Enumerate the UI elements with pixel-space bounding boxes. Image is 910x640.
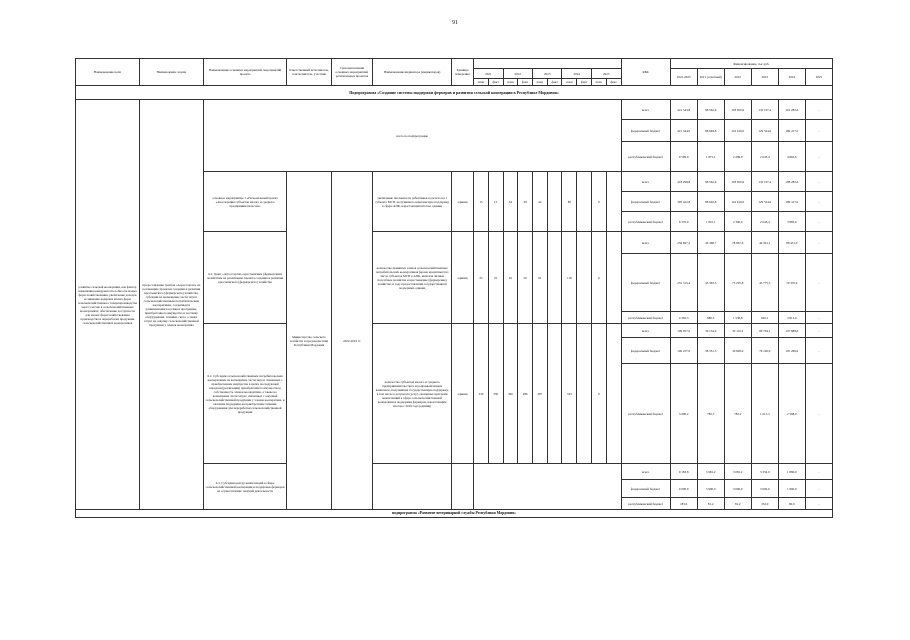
header-goal: Наименование цели — [76, 59, 140, 86]
all-subprogram-label: всего по подпрограмме — [203, 100, 621, 172]
indicator-value: 86 — [562, 172, 577, 232]
fin-2022: 2 289,0 — [724, 142, 751, 172]
fin-2025: - — [805, 212, 832, 232]
fin-2023: 79 190,9 — [751, 338, 778, 364]
measure-1-indicator: увеличение численности работников в расчете на 1 субъекта МСП, получившего комплексную поддержку в сфере АПК, нарастающим итогом, единиц — [373, 172, 452, 232]
fin-2021: 39 134,0 — [697, 324, 724, 338]
measure-1-3-indicator: количество субъектов малого и среднего предпринимательства в агропромышленном комплексе, получивших государственную поддержку, в том числе в результате услуг, оказанных центрами компетенций в сфере сельскохозяйственной кооперации и поддержки фермеров, нарастающим итогом с 2019 года (единиц) — [373, 324, 452, 464]
fin-2022: 116 619,0 — [724, 120, 751, 142]
fin-2023: 3 000,0 — [751, 480, 778, 498]
header-plan: план — [562, 79, 577, 86]
fin-2025: - — [805, 464, 832, 480]
header-indicator-values — [474, 59, 621, 69]
measure-1-name: основное мероприятие 1 «Региональный проект «Акселерация субъектов малого и среднего предпринимательства» — [203, 172, 287, 232]
fin-total: 395 422,8 — [670, 192, 697, 212]
fin-total: 109 957,6 — [670, 324, 697, 338]
fin-2023: 3 332,0 — [751, 464, 778, 480]
subprogram-title: Подпрограмма «Создание системы поддержки фермеров и развития сельской кооперации в Республике Мордовия» — [76, 86, 833, 100]
fin-2022: 30 828,0 — [724, 338, 751, 364]
header-fact: факт — [577, 79, 592, 86]
fin-2022: 118 950,6 — [724, 100, 751, 120]
header-fact: факт — [547, 79, 562, 86]
fin-2025: - — [805, 480, 832, 498]
fin-2025: - — [805, 324, 832, 338]
kbk-cell: всего — [621, 172, 670, 192]
fin-2021: 45 363,5 — [697, 254, 724, 312]
fin-2023: 2 643,4 — [751, 212, 778, 232]
fin-2021: 81,2 — [697, 498, 724, 510]
kbk-cell: республиканский бюджет — [621, 312, 670, 324]
fin-2021: 88 694,8 — [697, 120, 724, 142]
header-plan: план — [474, 79, 489, 86]
measure-1-2-indicator: количество принятых членов сельскохозяйственных потребительских кооперативов (кроме кредитных) из числа субъектов МСП в АПК, включая личные подсобные хозяйства и крестьянские (фермерские) хозяйства, в году предоставления государственной поддержки, единиц — [373, 232, 452, 324]
header-fin-total: 2021-2025 — [670, 69, 697, 86]
fin-2024: 4 865,6 — [778, 142, 805, 172]
fin-total: 4 392,3 — [670, 312, 697, 324]
indicator-value: 0 — [591, 324, 606, 464]
fin-2021: 1 810,1 — [697, 212, 724, 232]
fin-2025: - — [805, 232, 832, 254]
header-plan: план — [591, 79, 606, 86]
header-fin-2024: 2024 — [778, 69, 805, 86]
fin-2022: 81,2 — [724, 498, 751, 510]
header-fin-2022: 2022 — [724, 69, 751, 86]
indicator-value: 118 — [562, 232, 577, 324]
fin-2023: 46 391,1 — [751, 232, 778, 254]
fin-2023: 129 524,6 — [751, 120, 778, 142]
fin-2022: 118 950,6 — [724, 172, 751, 192]
program-table — [75, 58, 833, 518]
executor-text: Министерство сельского хозяйства и продовольствия Республики Мордовия — [287, 172, 331, 510]
empty-cell — [474, 464, 621, 510]
indicator-value: 306 — [503, 324, 518, 464]
fin-2023: 2 643,4 — [751, 142, 778, 172]
header-kbk: КБК — [621, 59, 670, 86]
kbk-cell: всего — [621, 464, 670, 480]
fin-2022: 782,2 — [724, 364, 751, 464]
header-financing: Финансирование, тыс.руб. — [670, 59, 832, 69]
fin-2022: 78 867,6 — [724, 232, 751, 254]
kbk-cell: всего — [621, 100, 670, 120]
fin-2024: 105 299,0 — [778, 338, 805, 364]
fin-total: 418 298,8 — [670, 172, 697, 192]
goal-text: развитие сельской кооперации, как фактор повышения конкурентоспособности малых форм хозяйствования, увеличение доходов и снижение издержек малых форм сельскохозяйственного товаропроизводства через участие в сельскохозяйственных кооперативах; обеспечение доступности для малых форм хозяйствования производства и переработки продукции сельскохозяйственных кооперативов — [76, 100, 140, 510]
fin-2023: 132 167,4 — [751, 172, 778, 192]
fin-2024: 3 885,6 — [778, 212, 805, 232]
kbk-cell: республиканский бюджет — [621, 498, 670, 510]
fin-2021: 1 875,1 — [697, 142, 724, 172]
indicator-value: 42 — [532, 172, 547, 232]
header-fin-2025: 2025 — [805, 69, 832, 86]
indicator-value: 15 — [488, 172, 503, 232]
fin-2025: - — [805, 100, 832, 120]
fin-2022: 1 530,8 — [724, 312, 751, 324]
kbk-cell: федеральный бюджет — [621, 254, 670, 312]
indicator-value: 34 — [503, 172, 518, 232]
header-fact: факт — [518, 79, 533, 86]
header-year-2023: 2023 — [532, 69, 561, 79]
indicator-value — [577, 172, 592, 232]
fin-total: 106 257,0 — [670, 338, 697, 364]
indicator-value: 333 — [562, 324, 577, 464]
fin-2025: - — [805, 172, 832, 192]
measure-1-2-name: 6.2. Грант «Агростартап» крестьянским (фермерским) хозяйствам на реализацию проекта создания и развития крестьянского (фермерского) хозяйства — [203, 232, 287, 324]
fin-2024: 107 888,0 — [778, 324, 805, 338]
fin-2024: 189 417,0 — [778, 120, 805, 142]
header-year-2022: 2022 — [503, 69, 532, 79]
fin-2022: 33 110,2 — [724, 324, 751, 338]
fin-2024: 198 282,6 — [778, 172, 805, 192]
header-executor: Ответственный исполнитель, соисполнитель, участник — [287, 59, 331, 86]
fin-2022: 75 295,8 — [724, 254, 751, 312]
fin-total: 255 315,4 — [670, 254, 697, 312]
fin-2021: 98 562,9 — [697, 100, 724, 120]
fin-2022: 3 000,0 — [724, 480, 751, 498]
header-plan: план — [532, 79, 547, 86]
header-plan: план — [503, 79, 518, 86]
header-term: Срок выполнения основных мероприятий, региональных проектов — [331, 59, 373, 86]
indicator-value — [606, 324, 621, 464]
kbk-cell: всего — [621, 324, 670, 338]
indicator-value: 0 — [591, 232, 606, 324]
fin-2023: 129 524,6 — [751, 192, 778, 212]
fin-2021: 38 351,3 — [697, 338, 724, 364]
subprogram-2-title: подпрограмма «Развитие ветеринарной службы Республики Мордовия» — [76, 510, 833, 518]
fin-2024: 80,0 — [778, 498, 805, 510]
kbk-cell: республиканский бюджет — [621, 212, 670, 232]
fin-total: 183,6 — [670, 498, 697, 510]
fin-2025: - — [805, 364, 832, 464]
fin-total: 9 599,0 — [670, 142, 697, 172]
fin-2024: 1 880,0 — [778, 464, 805, 480]
header-fin-2021: 2021 (отчетный) — [697, 69, 724, 86]
empty-cell — [373, 464, 452, 510]
header-indicator: Наименование индикатора (индикаторов) — [373, 59, 452, 86]
indicator-value: 15 — [474, 172, 489, 232]
fin-total: 259 697,2 — [670, 232, 697, 254]
task-text: предоставление грантов «Агростартап» на реализацию проектов создания и развития крестьянского (фермерского) хозяйства, субсидии на возмещение части затрат сельскохозяйственным потребительским кооперативам, созданным и развивающимся в рамках программы, приобретенного имущества и доставку оборудования, техники, скота, а также затрат на закупку сельскохозяйственной продукции у членов кооператива — [139, 100, 203, 510]
indicator-value — [547, 324, 562, 464]
indicator-value: 330 — [488, 324, 503, 464]
header-year-2024: 2024 — [562, 69, 591, 79]
fin-total: 415 344,0 — [670, 120, 697, 142]
indicator-value: 38 — [518, 172, 533, 232]
measure-1-3-unit: единиц — [451, 324, 473, 464]
measure-1-unit: единиц — [451, 172, 473, 232]
fin-2023: 332,0 — [751, 498, 778, 510]
header-fin-2023: 2023 — [751, 69, 778, 86]
indicator-value: 25 — [488, 232, 503, 324]
kbk-cell: федеральный бюджет — [621, 192, 670, 212]
kbk-cell: всего — [621, 232, 670, 254]
fin-2022: 3 081,2 — [724, 464, 751, 480]
indicator-value: 0 — [591, 172, 606, 232]
header-unit: Единица измерения — [451, 59, 473, 86]
header-task: Наименование задачи — [139, 59, 203, 86]
indicator-value: 287 — [532, 324, 547, 464]
fin-total: 441 543,8 — [670, 100, 697, 120]
fin-2025: - — [805, 254, 832, 312]
measure-1-4-name: 6.3. Субсидии центру компетенций в сфере сельскохозяйственной кооперации и поддержки фермеров на осуществление текущей деятельности — [203, 464, 287, 510]
measure-1-3-name: 6.2. Субсидии сельскохозяйственным потребительским кооперативам на возмещение части затрат, связанных с приобретением имущества в целях последующей передачи (реализации) приобретенного имущества в собственность членов кооператива, а также на возмещение части затрат, связанных с закупкой сельскохозяйственной продукции у членов кооператива, и оказание поддержки на приобретение техники, оборудования для переработки сельскохозяйственной продукции — [203, 324, 287, 464]
fin-2021: 986,3 — [697, 312, 724, 324]
indicator-value — [606, 232, 621, 324]
fin-total: 8 370,0 — [670, 212, 697, 232]
indicator-value — [577, 324, 592, 464]
fin-total: 9 183,8 — [670, 464, 697, 480]
fin-2023: 80 704,1 — [751, 324, 778, 338]
fin-2021: 3 900,0 — [697, 480, 724, 498]
fin-2023: 132 167,4 — [751, 100, 778, 120]
fin-2022: 2 390,0 — [724, 212, 751, 232]
fin-2021: 3 981,2 — [697, 464, 724, 480]
fin-2025: - — [805, 192, 832, 212]
fin-2021: 88 692,8 — [697, 192, 724, 212]
fin-2024: 79 370,0 — [778, 254, 805, 312]
fin-2025: - — [805, 120, 832, 142]
fin-2024: 2 598,0 — [778, 364, 805, 464]
fin-2024: 1 800,0 — [778, 480, 805, 498]
fin-2021: 98 562,9 — [697, 172, 724, 192]
fin-2024: 3 813,0 — [778, 312, 805, 324]
indicator-value — [547, 172, 562, 232]
fin-2023: 920,1 — [751, 312, 778, 324]
fin-2023: 45 775,3 — [751, 254, 778, 312]
indicator-value — [606, 172, 621, 232]
kbk-cell: федеральный бюджет — [621, 480, 670, 498]
fin-2023: 1 613,3 — [751, 364, 778, 464]
kbk-cell: республиканский бюджет — [621, 142, 670, 172]
fin-2021: 46 368,7 — [697, 232, 724, 254]
measure-1-2-unit: единиц — [451, 232, 473, 324]
term-text: 2022-2024 гг. — [331, 172, 373, 510]
fin-2024: 88 431,0 — [778, 232, 805, 254]
fin-total: 9 000,0 — [670, 480, 697, 498]
fin-2022: 116 619,0 — [724, 192, 751, 212]
kbk-cell: республиканский бюджет — [621, 364, 670, 464]
indicator-value: 56 — [518, 232, 533, 324]
empty-cell — [451, 464, 473, 510]
fin-2024: 189 417,0 — [778, 192, 805, 212]
header-year-2021: 2021 — [474, 69, 503, 79]
header-measures: Наименование основных мероприятий, мероприятий проекта — [203, 59, 287, 86]
fin-2025: - — [805, 312, 832, 324]
indicator-value: 81 — [532, 232, 547, 324]
indicator-value: 25 — [474, 232, 489, 324]
fin-2024: 191 282,6 — [778, 100, 805, 120]
indicator-value — [577, 232, 592, 324]
indicator-value: 286 — [518, 324, 533, 464]
fin-2025: - — [805, 338, 832, 364]
indicator-value: 26 — [503, 232, 518, 324]
header-fact: факт — [606, 79, 621, 86]
indicator-value: 330 — [474, 324, 489, 464]
page-number: 91 — [452, 20, 458, 26]
kbk-cell: федеральный бюджет — [621, 338, 670, 364]
fin-2025: - — [805, 498, 832, 510]
kbk-cell: федеральный бюджет — [621, 120, 670, 142]
indicator-value — [547, 232, 562, 324]
header-year-2025: 2025 — [591, 69, 621, 79]
fin-2021: 782,7 — [697, 364, 724, 464]
fin-total: 3 900,2 — [670, 364, 697, 464]
fin-2025: - — [805, 142, 832, 172]
header-fact: факт — [488, 79, 503, 86]
